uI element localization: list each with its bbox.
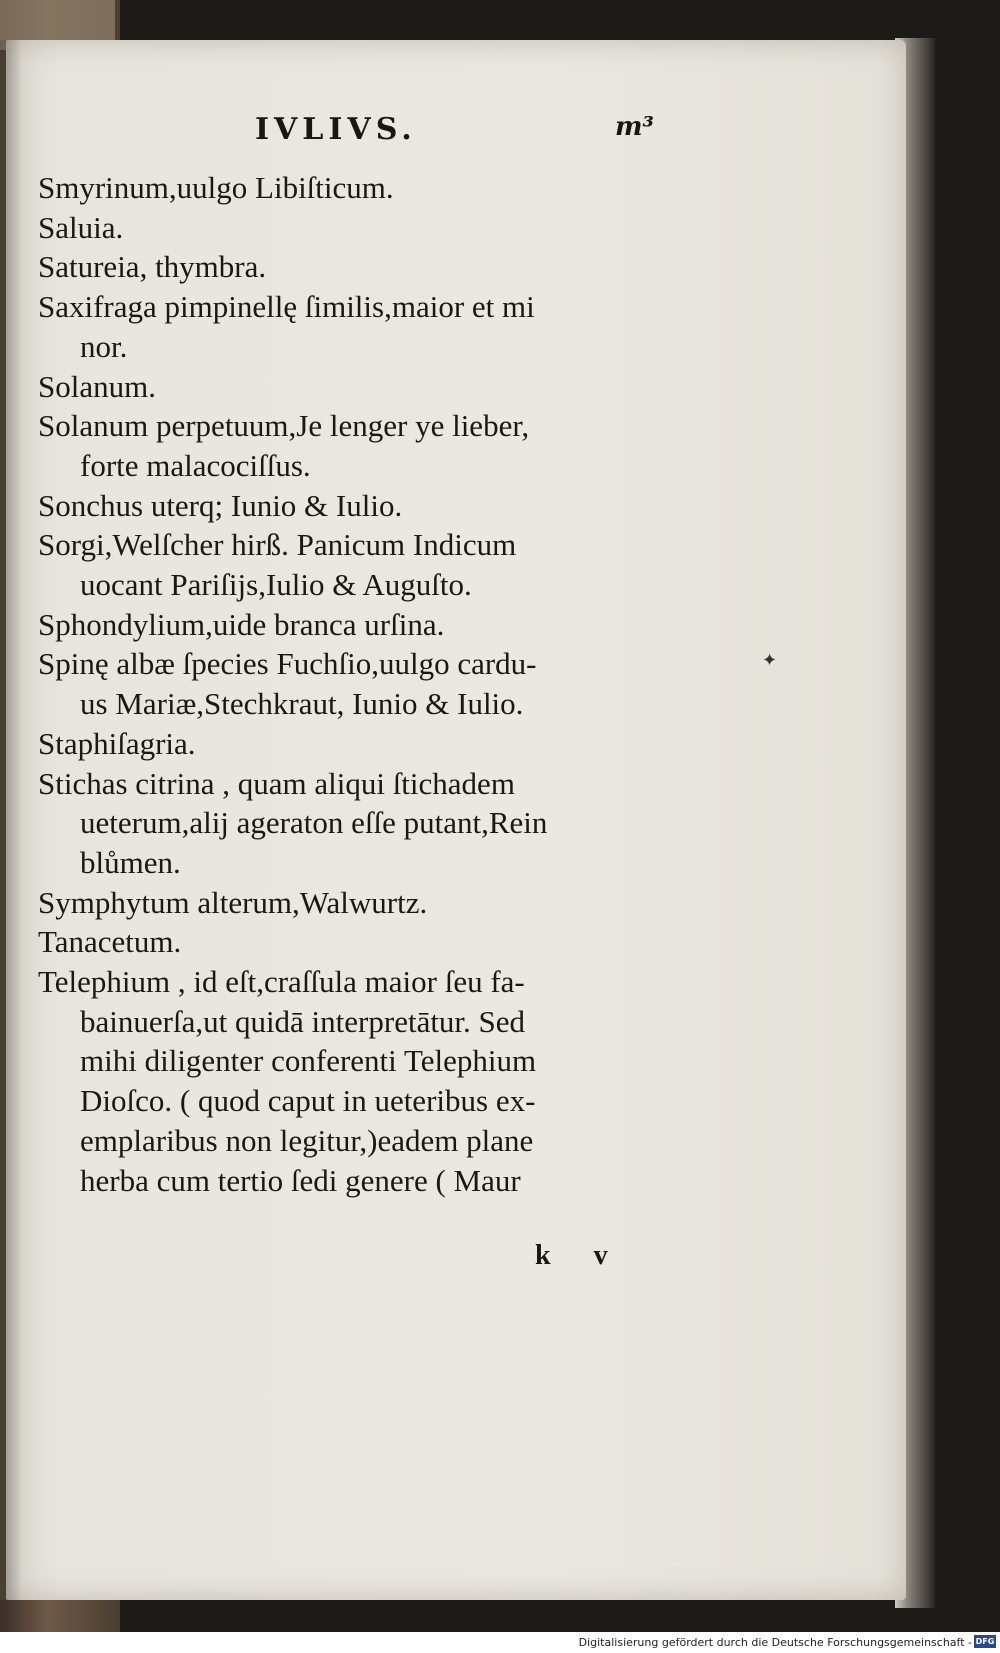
- entry-line: Sphondylium,uide branca urſina.: [38, 606, 445, 642]
- entry-line: Spinę albæ ſpecies Fuchſio,uulgo cardu-: [38, 646, 537, 682]
- text-entry: [38, 406, 678, 485]
- text-entry: [38, 168, 678, 208]
- entry-continuation-line: herba cum tertio ſedi genere ( Maur: [80, 1162, 521, 1198]
- ink-speck: ✦: [762, 650, 778, 671]
- entry-line: Satureia, thymbra.: [38, 249, 267, 285]
- entry-line: Solanum.: [38, 368, 156, 404]
- entry-line: Staphiſagria.: [38, 725, 196, 761]
- text-entry: [38, 922, 678, 962]
- entry-line: Solanum perpetuum,Je lenger ye lieber,: [38, 408, 530, 444]
- text-entry: [38, 247, 678, 287]
- entry-continuation-line: mihi diligenter conferenti Telephium: [80, 1043, 537, 1079]
- entry-continuation-line: forte malacociſſus.: [80, 447, 311, 483]
- text-entry: [38, 644, 678, 723]
- text-entry: [38, 208, 678, 248]
- text-entry: [38, 287, 678, 366]
- entry-line: Saxifraga pimpinellę ſimilis,maior et mi: [38, 289, 535, 325]
- text-entry: [38, 883, 678, 923]
- entry-continuation-line: blůmen.: [80, 844, 181, 880]
- entry-continuation-line: ueterum,alij ageraton eſſe putant,Rein: [80, 805, 548, 841]
- entry-line: Saluia.: [38, 209, 124, 245]
- text-entry: [38, 724, 678, 764]
- entry-line: Sonchus uterq; Iunio & Iulio.: [38, 487, 403, 523]
- entry-continuation-line: us Mariæ,Stechkraut, Iunio & Iulio.: [80, 686, 524, 722]
- dfg-logo: DFG: [975, 1637, 995, 1646]
- entry-line: Stichas citrina , quam aliqui ſtichadem: [38, 765, 515, 801]
- entry-continuation-line: emplaribus non legitur,)eadem plane: [80, 1122, 534, 1158]
- digitization-credit: Digitalisierung gefördert durch die Deutsche Forschungsgemeinschaft -: [578, 1636, 972, 1649]
- entry-line: Smyrinum,uulgo Libiſticum.: [38, 170, 394, 205]
- entry-line: Sorgi,Welſcher hirß. Panicum Indicum: [38, 527, 517, 563]
- text-entry: [38, 962, 678, 1200]
- running-title: IVLIVS.: [255, 112, 417, 147]
- text-entry: [38, 764, 678, 883]
- entry-line: Symphytum alterum,Walwurtz.: [38, 884, 428, 920]
- text-block: [38, 168, 678, 1200]
- text-entry: [38, 486, 678, 526]
- signature-mark: k v: [535, 1240, 626, 1271]
- entry-continuation-line: Dioſco. ( quod caput in ueteribus ex-: [80, 1083, 536, 1119]
- entry-line: Tanacetum.: [38, 924, 182, 960]
- entry-line: Telephium , id eſt,craſſula maior ſeu fa-: [38, 964, 525, 1000]
- entry-continuation-line: nor.: [80, 328, 128, 364]
- entry-continuation-line: uocant Pariſijs,Iulio & Auguſto.: [80, 567, 472, 603]
- text-entry: [38, 367, 678, 407]
- gutter-shadow: [0, 40, 22, 1600]
- folio-number: m³: [615, 112, 654, 142]
- text-entry: [38, 525, 678, 604]
- entry-continuation-line: bainuerſa,ut quidā interpretātur. Sed: [80, 1003, 526, 1039]
- text-entry: [38, 605, 678, 645]
